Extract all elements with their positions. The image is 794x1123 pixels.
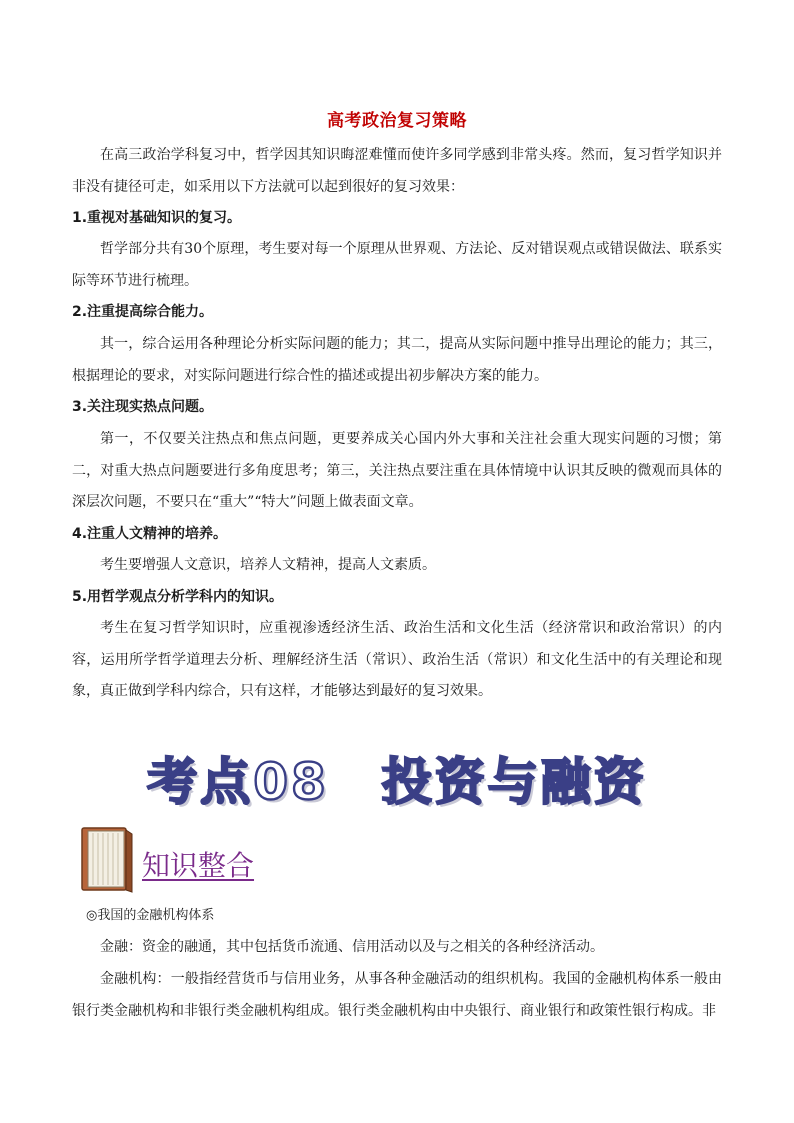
- intro-paragraph: 在高三政治学科复习中，哲学因其知识晦涩难懂而使许多同学感到非常头疼。然而，复习哲学知识并非没有捷径可走，如采用以下方法就可以起到很好的复习效果：: [72, 147, 722, 195]
- section-5-body: 考生在复习哲学知识时，应重视渗透经济生活、政治生活和文化生活（经济常识和政治常识）的内容，运用所学哲学道理去分析、理解经济生活（常识）、政治生活（常识）和文化生活中的有关理论和现象，真正做到学科内综合，只有这样，才能够达到最好的复习效果。: [72, 620, 722, 699]
- section-4-heading: 4.注重人文精神的培养。: [72, 526, 228, 542]
- section-2-heading: 2.注重提高综合能力。: [72, 304, 214, 320]
- section-5-heading: 5.用哲学观点分析学科内的知识。: [72, 589, 284, 605]
- section-3-body: 第一，不仅要关注热点和焦点问题，更要养成关心国内外大事和关注社会重大现实问题的习惯；第二，对重大热点问题要进行多角度思考；第三，关注热点要注重在具体情境中认识其反映的微观而具体的深层次问题，不要只在“重大”“特大”问题上做表面文章。: [72, 431, 722, 510]
- topic-banner-title: 考点08 投资与融资: [147, 753, 647, 811]
- book-icon: [78, 824, 136, 894]
- section-1-heading: 1.重视对基础知识的复习。: [72, 210, 242, 226]
- definition-finance: 金融：资金的融通，其中包括货币流通、信用活动以及与之相关的各种经济活动。: [100, 939, 604, 955]
- knowledge-section-header: [78, 824, 378, 896]
- section-2-body: 其一，综合运用各种理论分析实际问题的能力；其二，提高从实际问题中推导出理论的能力；其三，根据理论的要求，对实际问题进行综合性的描述或提出初步解决方案的能力。: [72, 336, 722, 384]
- section-label: 知识整合: [142, 849, 255, 882]
- section-3-heading: 3.关注现实热点问题。: [72, 399, 214, 415]
- section-1-body: 哲学部分共有30个原理，考生要对每一个原理从世界观、方法论、反对错误观点或错误做法、联系实际等环节进行梳理。: [72, 241, 722, 289]
- definition-financial-institutions: 金融机构：一般指经营货币与信用业务，从事各种金融活动的组织机构。我国的金融机构体系一般由银行类金融机构和非银行类金融机构组成。银行类金融机构由中央银行、商业银行和政策性银行构成。非: [72, 971, 722, 1019]
- section-4-body: 考生要增强人文意识，培养人文精神，提高人文素质。: [100, 557, 436, 573]
- document-title: 高考政治复习策略: [327, 111, 467, 131]
- subhead: ◎我国的金融机构体系: [86, 908, 215, 923]
